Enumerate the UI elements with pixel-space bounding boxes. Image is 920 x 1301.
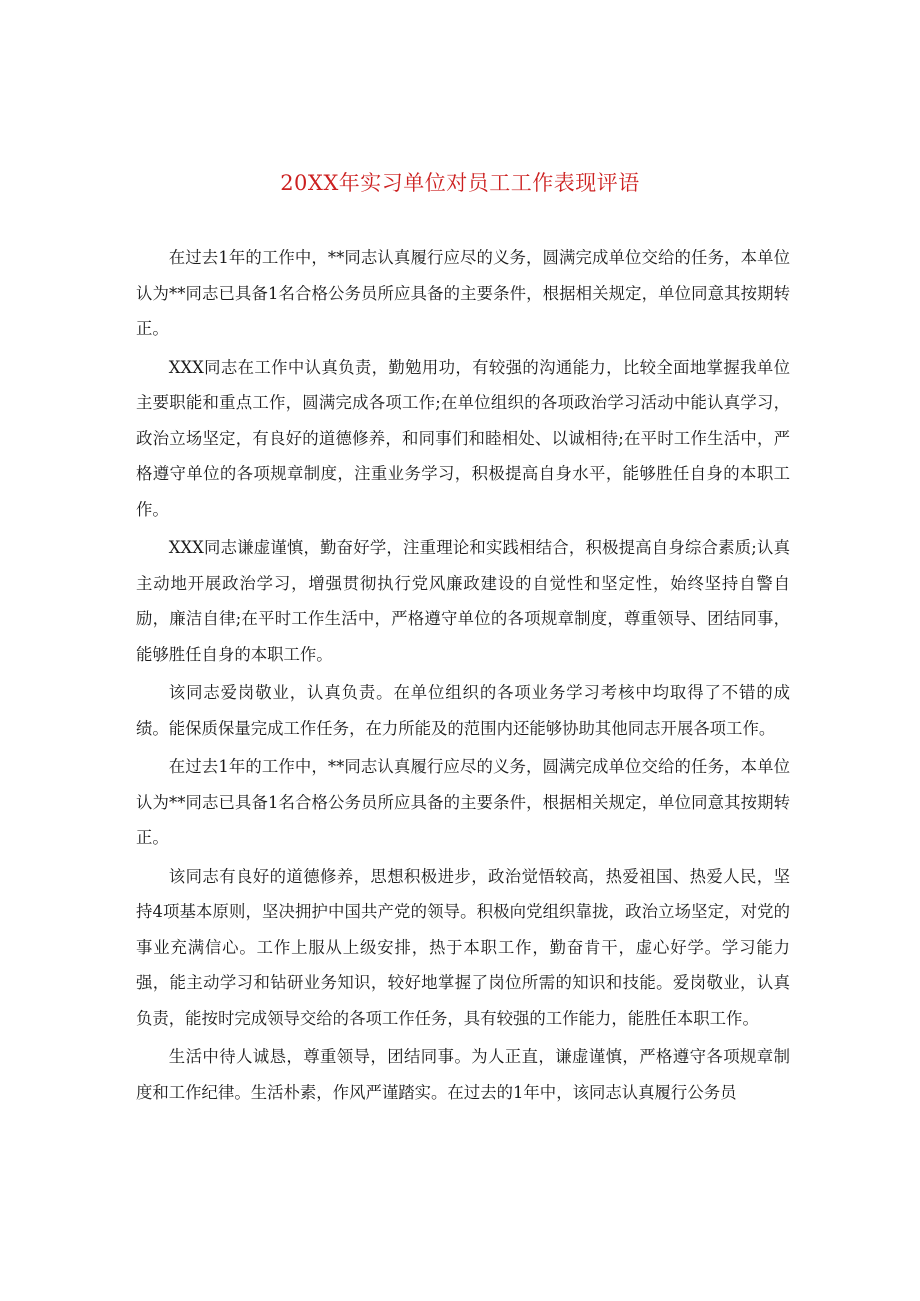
paragraph-2: XXX同志在工作中认真负责，勤勉用功，有较强的沟通能力，比较全面地掌握我单位主要职能和重点工作，圆满完成各项工作;在单位组织的各项政治学习活动中能认真学习，政治立场坚定，有良好的道德修养，和同事们和睦相处、以诚相待;在平时工作生活中，严格遵守单位的各项规章制度，注重业务学习，积极提高自身水平，能够胜任自身的本职工作。 — [136, 357, 790, 519]
paragraph-6: 该同志有良好的道德修养，思想积极进步，政治觉悟较高，热爱祖国、热爱人民，坚持4项基本原则，坚决拥护中国共产党的领导。积极向党组织靠拢，政治立场坚定，对党的事业充满信心。工作上服从上级安排，热于本职工作，勤奋肯干，虚心好学。学习能力强，能主动学习和钻研业务知识，较好地掌握了岗位所需的知识和技能。爱岗敬业，认真负责，能按时完成领导交给的各项工作任务，具有较强的工作能力，能胜任本职工作。 — [136, 866, 790, 1028]
paragraph-5: 在过去1年的工作中，**同志认真履行应尽的义务，圆满完成单位交给的任务，本单位认为**同志已具备1名合格公务员所应具备的主要条件，根据相关规定，单位同意其按期转正。 — [136, 757, 790, 847]
paragraph-7: 生活中待人诚恳，尊重领导，团结同事。为人正直，谦虚谨慎，严格遵守各项规章制度和工作纪律。生活朴素，作风严谨踏实。在过去的1年中，该同志认真履行公务员 — [136, 1047, 790, 1102]
paragraph-4: 该同志爱岗敬业，认真负责。在单位组织的各项业务学习考核中均取得了不错的成绩。能保质保量完成工作任务，在力所能及的范围内还能够协助其他同志开展各项工作。 — [136, 683, 790, 738]
paragraph-1: 在过去1年的工作中，**同志认真履行应尽的义务，圆满完成单位交给的任务，本单位认为**同志已具备1名合格公务员所应具备的主要条件，根据相关规定，单位同意其按期转正。 — [136, 248, 790, 338]
document-body — [136, 240, 790, 1113]
document-title: 20XX年实习单位对员工工作表现评语 — [280, 171, 640, 195]
paragraph-3: XXX同志谦虚谨慎，勤奋好学，注重理论和实践相结合，积极提高自身综合素质;认真主动地开展政治学习，增强贯彻执行党风廉政建设的自觉性和坚定性，始终坚持自警自励，廉洁自律;在平时工作生活中，严格遵守单位的各项规章制度，尊重领导、团结同事，能够胜任自身的本职工作。 — [136, 538, 790, 664]
